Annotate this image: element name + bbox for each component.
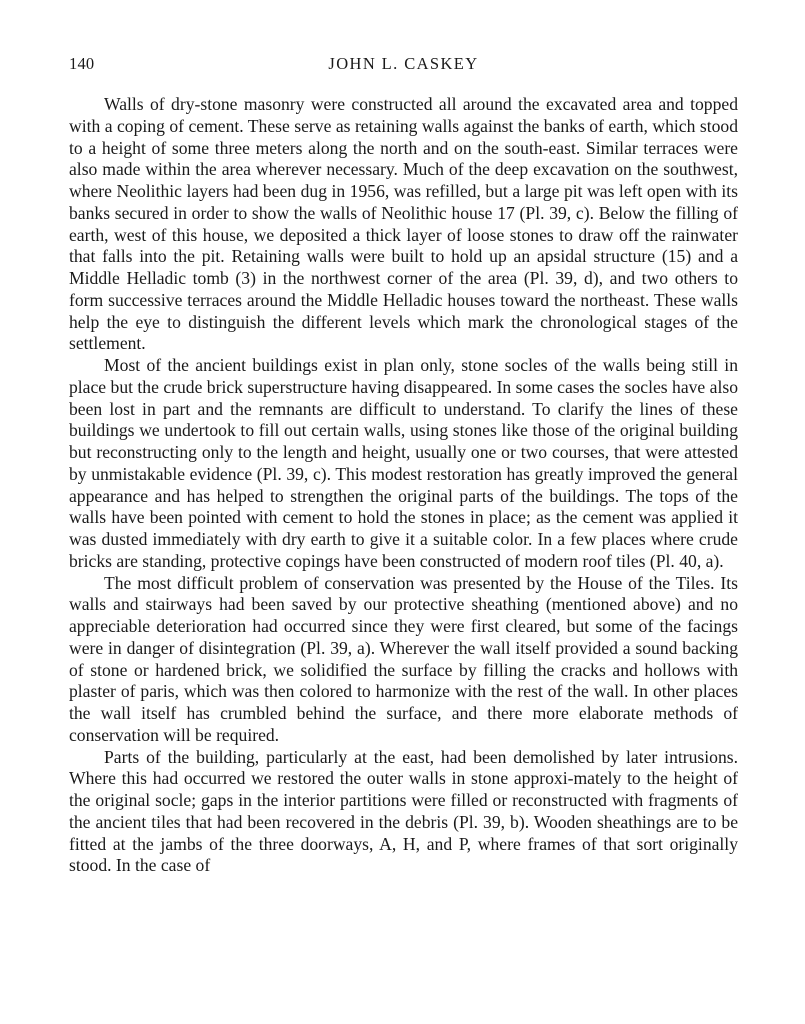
- page-number: 140: [69, 54, 95, 73]
- body-text: [69, 94, 738, 877]
- paragraph-4: Parts of the building, particularly at the east, had been demolished by later intrusions. Where this had occurred we restored the outer walls in stone approxi-mately to the height of the original socle; gaps in the interior partitions were filled or reconstructed with fragments of the ancient tiles that had been recovered in the debris (Pl. 39, b). Wooden sheathings are to be fitted at the jambs of the three doorways, A, H, and P, where frames of that sort originally stood. In the case of: [69, 746, 738, 876]
- paragraph-2: Most of the ancient buildings exist in plan only, stone socles of the walls being still in place but the crude brick superstructure having disappeared. In some cases the socles have also been lost in part and the remnants are difficult to understand. To clarify the lines of these buildings we undertook to fill out certain walls, using stones like those of the original building but reconstructing only to the length and height, usually one or two courses, that were attested by unmistakable evidence (Pl. 39, c). This modest restoration has greatly improved the general appearance and has helped to strengthen the original parts of the buildings. The tops of the walls have been pointed with cement to hold the stones in place; as the cement was applied it was dusted immediately with dry earth to give it a suitable color. In a few places where crude bricks are standing, protective copings have been constructed of modern roof tiles (Pl. 40, a).: [69, 355, 738, 571]
- running-head: JOHN L. CASKEY: [328, 54, 479, 73]
- paragraph-3: The most difficult problem of conservation was presented by the House of the Tiles. Its walls and stairways had been saved by our protective sheathing (mentioned above) and no appreciable deterioration had occurred since they were first cleared, but some of the facings were in danger of disintegration (Pl. 39, a). Wherever the wall itself provided a sound backing of stone or hardened brick, we solidified the surface by filling the cracks and hollows with plaster of paris, which was then colored to harmonize with the rest of the wall. In other places the wall itself has crumbled behind the surface, and there more elaborate methods of conservation will be required.: [69, 572, 738, 745]
- page-header: [69, 54, 738, 80]
- paragraph-1: Walls of dry-stone masonry were constructed all around the excavated area and topped with a coping of cement. These serve as retaining walls against the banks of earth, which stood to a height of some three meters along the north and on the south-east. Similar terraces were also made within the area wherever necessary. Much of the deep excavation on the southwest, where Neolithic layers had been dug in 1956, was refilled, but a large pit was left open with its banks secured in order to show the walls of Neolithic house 17 (Pl. 39, c). Below the filling of earth, west of this house, we deposited a thick layer of loose stones to draw off the rainwater that falls into the pit. Retaining walls were built to hold up an apsidal structure (15) and a Middle Helladic tomb (3) in the northwest corner of the area (Pl. 39, d), and two others to form successive terraces around the Middle Helladic houses toward the northeast. These walls help the eye to distinguish the different levels which mark the chronological stages of the settlement.: [69, 94, 738, 354]
